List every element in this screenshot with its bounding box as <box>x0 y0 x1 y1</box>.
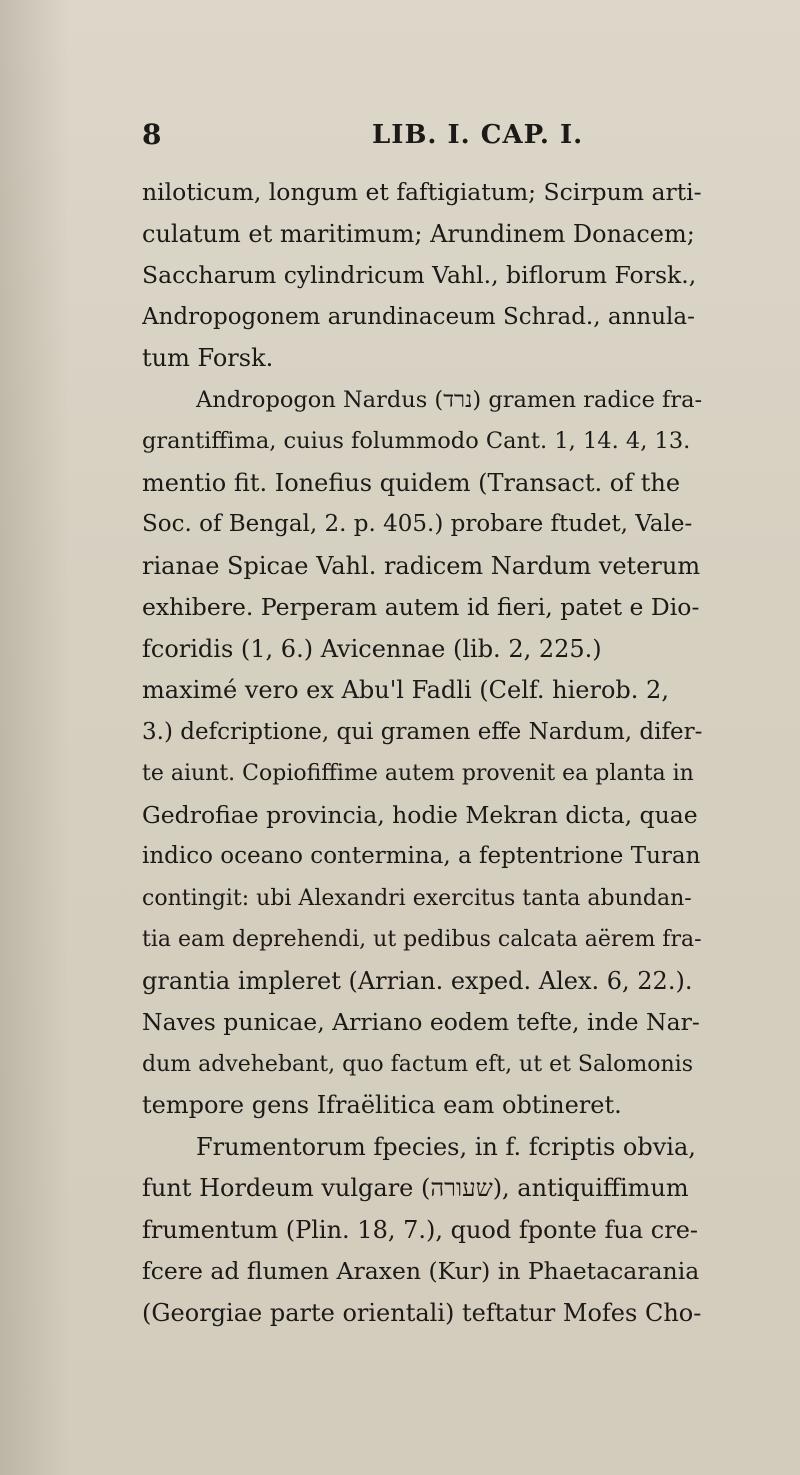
text-line: tum Forsk. <box>142 344 274 372</box>
text-line: maximé vero ex Abu'l Fadli (Celf. hierob. 2, <box>142 676 669 704</box>
text-line: Andropogonem arundinaceum Schrad., annula- <box>142 303 695 330</box>
text-line: rianae Spicae Vahl. radicem Nardum veterum <box>142 551 701 580</box>
text-line: fcoridis (1, 6.) Avicennae (lib. 2, 225.) <box>142 634 602 663</box>
text-line: niloticum, longum et faftigiatum; Scirpum arti- <box>142 178 702 206</box>
text-line: grantia impleret (Arrian. exped. Alex. 6, 22.). <box>142 966 693 995</box>
text-line: exhibere. Perperam autem id fieri, patet e Dio- <box>142 593 700 621</box>
text-line: tempore gens Ifraëlitica eam obtineret. <box>142 1091 622 1119</box>
text-line: Soc. of Bengal, 2. p. 405.) probare ftudet, Vale- <box>142 511 693 537</box>
text-line: (Georgiae parte orientali) teftatur Mofes Cho- <box>142 1298 702 1327</box>
text-line: mentio fit. Ionefius quidem (Transact. of the <box>142 468 681 497</box>
text-line: culatum et maritimum; Arundinem Donacem; <box>142 219 695 248</box>
running-title: LIB. I. CAP. I. <box>372 120 584 150</box>
text-line: contingit: ubi Alexandri exercitus tanta abundan- <box>142 885 692 911</box>
text-line: frumentum (Plin. 18, 7.), quod fponte fua cre- <box>142 1215 699 1244</box>
text-line: Saccharum cylindricum Vahl., biflorum Forsk., <box>142 261 697 289</box>
text-line: Frumentorum fpecies, in f. fcriptis obvia, <box>196 1132 696 1161</box>
text-line: te aiunt. Copiofiffime autem provenit ea planta in <box>142 761 694 786</box>
body-text <box>142 172 702 1334</box>
text-line: fcere ad flumen Araxen (Kur) in Phaetacarania <box>142 1257 700 1285</box>
text-line: Naves punicae, Arriano eodem tefte, inde Nar- <box>142 1008 700 1036</box>
page-header <box>142 118 702 158</box>
text-line: 3.) defcriptione, qui gramen effe Nardum, difer- <box>142 718 702 745</box>
text-line: tia eam deprehendi, ut pedibus calcata aërem fra- <box>142 927 702 952</box>
text-line: funt Hordeum vulgare (שעורה), antiquiffimum <box>142 1174 689 1202</box>
text-line: Gedrofiae provincia, hodie Mekran dicta, quae <box>142 800 698 829</box>
page-number: 8 <box>142 118 162 151</box>
page-gutter-shadow <box>0 0 70 1475</box>
text-line: indico oceano contermina, a feptentrione Turan <box>142 843 701 869</box>
text-line: dum advehebant, quo factum eft, ut et Salomonis <box>142 1051 693 1077</box>
text-line: Andropogon Nardus (נרד) gramen radice fra- <box>196 386 702 413</box>
text-line: grantiffima, cuius folummodo Cant. 1, 14. 4, 13. <box>142 428 691 454</box>
